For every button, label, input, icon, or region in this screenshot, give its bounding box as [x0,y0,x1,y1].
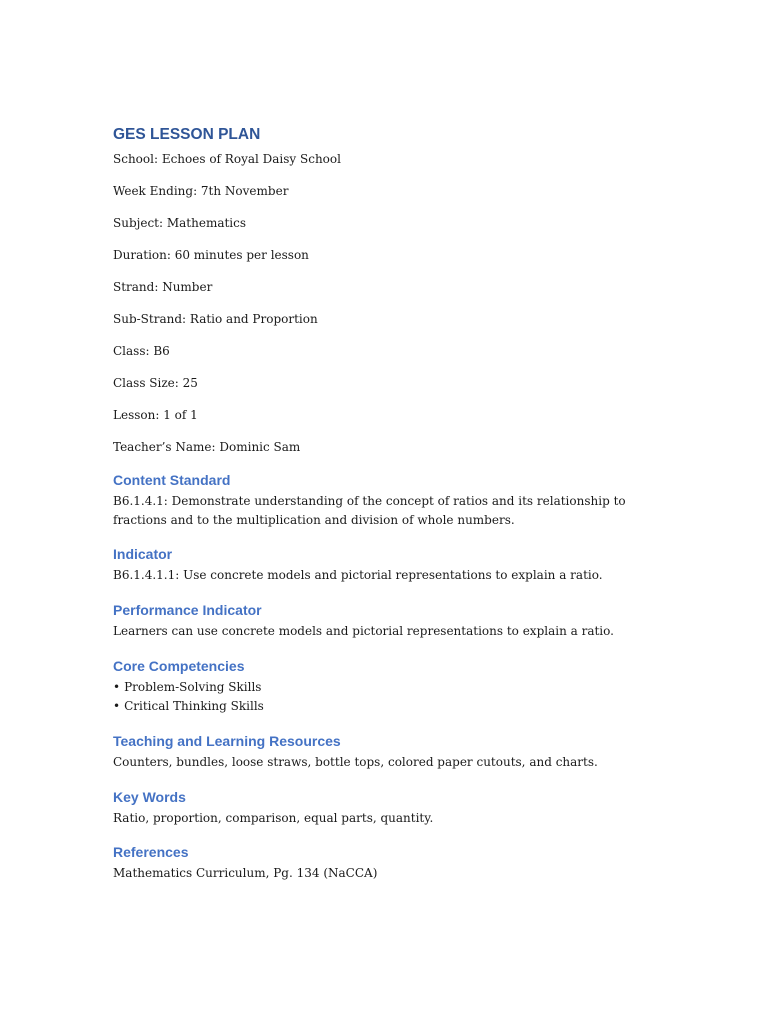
core-competencies-list [113,678,673,715]
core-competencies-section [113,656,673,715]
resources-heading: Teaching and Learning Resources [113,733,341,749]
school-field: School: Echoes of Royal Daisy School [113,152,341,166]
resources-text: Counters, bundles, loose straws, bottle tops, colored paper cutouts, and charts. [113,755,598,769]
class-field: Class: B6 [113,344,170,358]
competency-label: Critical Thinking Skills [124,698,264,713]
lesson-meta [113,148,673,456]
strand-field: Strand: Number [113,280,213,294]
content-standard-heading: Content Standard [113,472,231,488]
references-text: Mathematics Curriculum, Pg. 134 (NaCCA) [113,866,378,880]
references-heading: References [113,844,189,860]
indicator-section [113,544,673,585]
content-standard-section [113,470,673,529]
teacher-name-field: Teacher’s Name: Dominic Sam [113,440,301,454]
sub-strand-field: Sub-Strand: Ratio and Proportion [113,312,318,326]
document-title: GES LESSON PLAN [113,126,261,143]
subject-field: Subject: Mathematics [113,216,247,230]
class-size-field: Class Size: 25 [113,376,198,390]
indicator-text: B6.1.4.1.1: Use concrete models and pictorial representations to explain a ratio. [113,568,603,582]
content-standard-text: B6.1.4.1: Demonstrate understanding of the concept of ratios and its relationship to fractions and to the multiplication and division of whole numbers. [113,494,626,527]
bullet-icon: • [113,698,121,713]
key-words-heading: Key Words [113,789,186,805]
key-words-section [113,787,673,828]
duration-field: Duration: 60 minutes per lesson [113,248,309,262]
performance-indicator-text: Learners can use concrete models and pictorial representations to explain a ratio. [113,624,614,638]
lesson-field: Lesson: 1 of 1 [113,408,198,422]
indicator-heading: Indicator [113,546,173,562]
references-section [113,842,673,883]
bullet-icon: • [113,680,121,694]
core-competencies-heading: Core Competencies [113,658,245,674]
list-item [113,697,673,716]
performance-indicator-section [113,600,673,641]
performance-indicator-heading: Performance Indicator [113,602,262,618]
key-words-text: Ratio, proportion, comparison, equal parts, quantity. [113,811,434,825]
resources-section [113,731,673,772]
competency-label: Problem-Solving Skills [124,680,262,694]
list-item [113,678,673,697]
week-ending-field: Week Ending: 7th November [113,184,289,198]
